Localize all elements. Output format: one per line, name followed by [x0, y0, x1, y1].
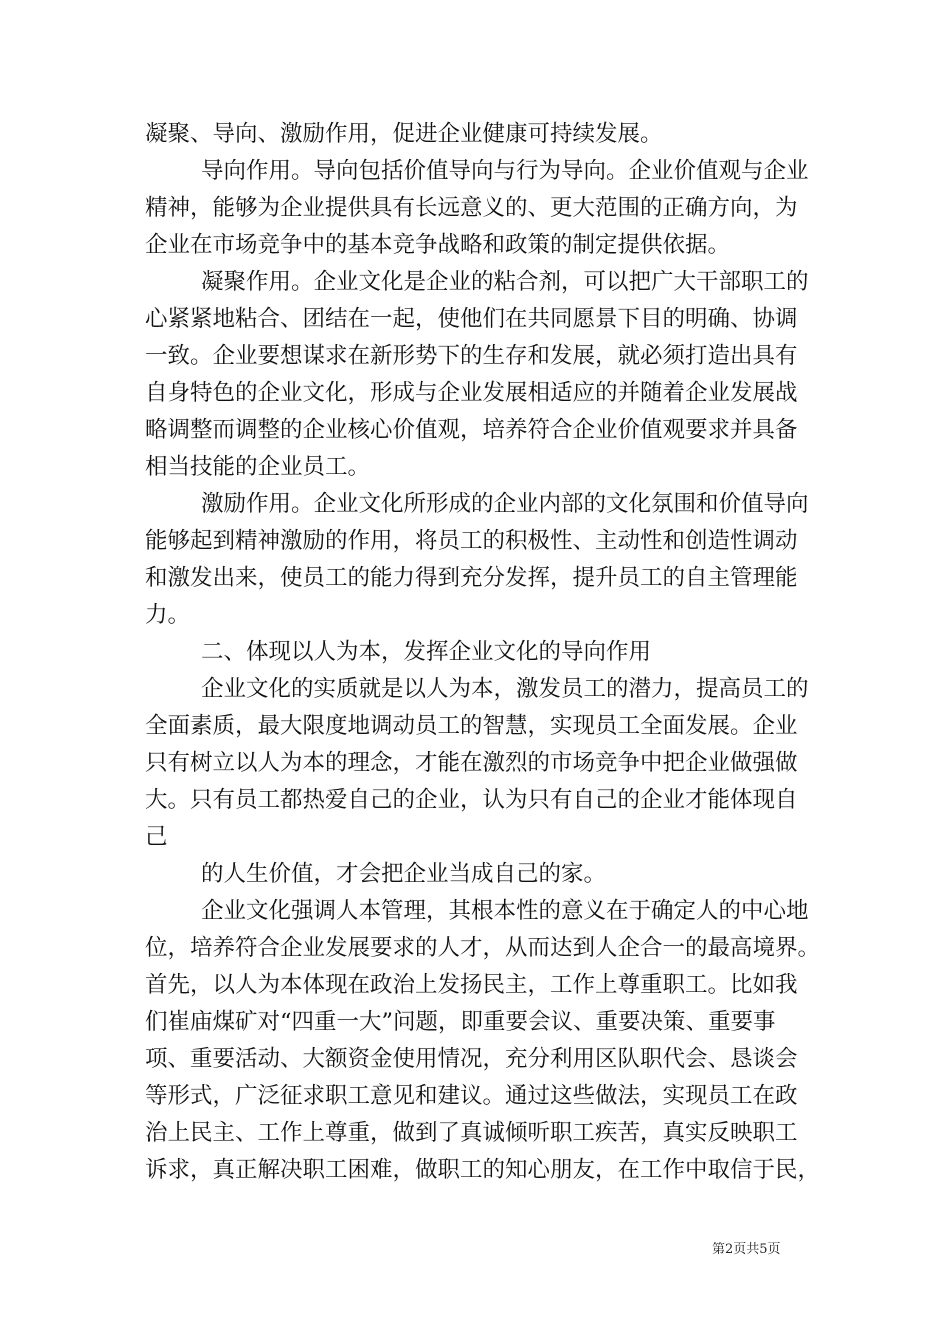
text-line: 精神，能够为企业提供具有长远意义的、更大范围的正确方向，为 — [145, 195, 798, 221]
text-line: 略调整而调整的企业核心价值观，培养符合企业价值观要求并具备 — [145, 417, 798, 443]
text-line: 等形式，广泛征求职工意见和建议。通过这些做法，实现员工在政 — [145, 1083, 798, 1109]
page-number-footer: 第2页共5页 — [712, 1242, 781, 1257]
text-line: 力。 — [145, 602, 191, 628]
text-line: 项、重要活动、大额资金使用情况，充分利用区队职代会、恳谈会 — [145, 1046, 798, 1072]
text-line: 一致。企业要想谋求在新形势下的生存和发展，就必须打造出具有 — [145, 343, 798, 369]
text-line: 企业文化的实质就是以人为本，激发员工的潜力，提高员工的 — [201, 676, 809, 702]
text-line: 心紧紧地粘合、团结在一起，使他们在共同愿景下目的明确、协调 — [145, 306, 798, 332]
text-line: 首先，以人为本体现在政治上发扬民主，工作上尊重职工。比如我 — [145, 972, 798, 998]
text-line: 导向作用。导向包括价值导向与行为导向。企业价值观与企业 — [201, 158, 809, 184]
text-line: 的人生价值，才会把企业当成自己的家。 — [201, 861, 607, 887]
text-line: 诉求，真正解决职工困难，做职工的知心朋友，在工作中取信于民， — [145, 1157, 821, 1183]
text-line: 们崔庙煤矿对“四重一大”问题，即重要会议、重要决策、重要事 — [145, 1009, 776, 1035]
text-line: 凝聚、导向、激励作用，促进企业健康可持续发展。 — [145, 121, 663, 147]
text-line: 能够起到精神激励的作用，将员工的积极性、主动性和创造性调动 — [145, 528, 798, 554]
text-line: 和激发出来，使员工的能力得到充分发挥，提升员工的自主管理能 — [145, 565, 798, 591]
document-body — [145, 116, 835, 1189]
text-line: 位，培养符合企业发展要求的人才，从而达到人企合一的最高境界。 — [145, 935, 821, 961]
text-line: 相当技能的企业员工。 — [145, 454, 371, 480]
text-line: 凝聚作用。企业文化是企业的粘合剂，可以把广大干部职工的 — [201, 269, 809, 295]
text-line: 大。只有员工都热爱自己的企业，认为只有自己的企业才能体现自 — [145, 787, 798, 813]
text-line: 己 — [145, 824, 168, 850]
text-line: 只有树立以人为本的理念，才能在激烈的市场竞争中把企业做强做 — [145, 750, 798, 776]
text-line: 治上民主、工作上尊重，做到了真诚倾听职工疾苦，真实反映职工 — [145, 1120, 798, 1146]
text-line: 激励作用。企业文化所形成的企业内部的文化氛围和价值导向 — [201, 491, 809, 517]
text-line: 二、体现以人为本，发挥企业文化的导向作用 — [201, 639, 652, 665]
text-line: 企业在市场竞争中的基本竞争战略和政策的制定提供依据。 — [145, 232, 731, 258]
text-line: 企业文化强调人本管理，其根本性的意义在于确定人的中心地 — [201, 898, 809, 924]
text-line: 全面素质，最大限度地调动员工的智慧，实现员工全面发展。企业 — [145, 713, 798, 739]
text-line: 自身特色的企业文化，形成与企业发展相适应的并随着企业发展战 — [145, 380, 798, 406]
